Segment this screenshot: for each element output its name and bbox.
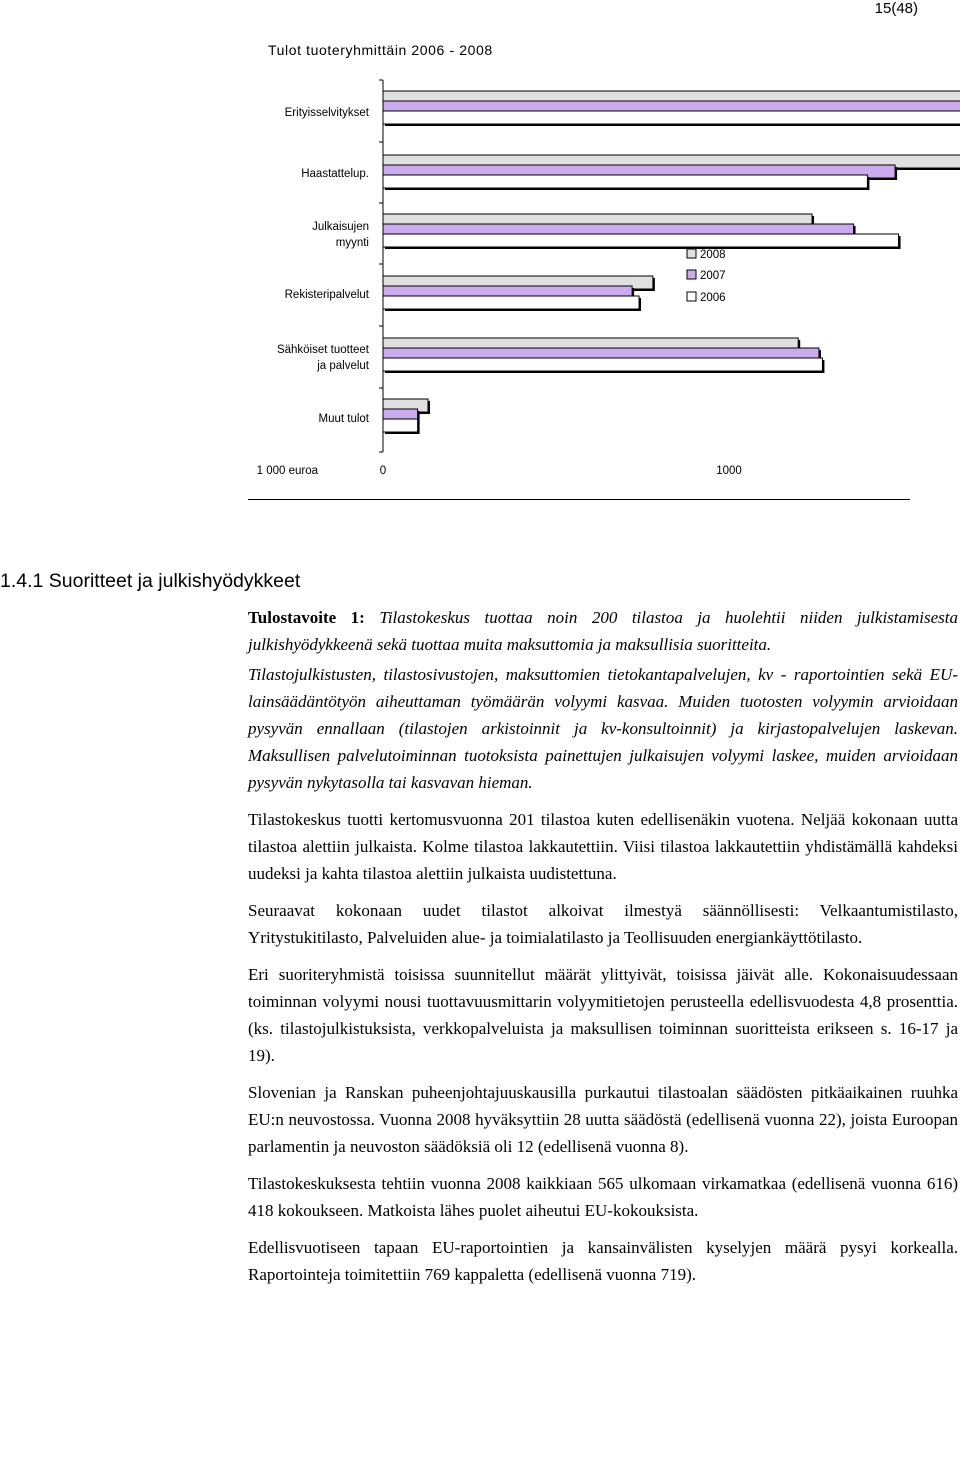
category-label: Rekisteripalvelut bbox=[284, 289, 369, 301]
bar bbox=[383, 358, 822, 371]
bar bbox=[383, 296, 639, 309]
goal-label: Tulostavoite 1: bbox=[248, 608, 365, 627]
body-paragraph: Eri suoriteryhmistä toisissa suunnitellut määrät ylittyivät, toisissa jäivät alle. Kokonaisuudessaan toiminnan volyymi nousi tuottavuusmittarin volyymitietojen perusteella edellisvuodesta 4,8 prosenttia. (ks. tilastojulkistuksista, verkkopalveluista ja maksullisen toiminnan suoritteista erikseen s. 16-17 ja 19). bbox=[248, 965, 958, 1065]
x-axis-label: 1 000 euroa bbox=[256, 465, 318, 477]
category-label: Julkaisujen myynti bbox=[312, 221, 369, 249]
body-paragraph: Tilastokeskuksesta tehtiin vuonna 2008 kaikkiaan 565 ulkomaan virkamatkaa (edellisenä vuonna 616) 418 kokoukseen. Matkoista lähes puolet aiheutui EU-kokouksista. bbox=[248, 1174, 958, 1220]
body-paragraph: Seuraavat kokonaan uudet tilastot alkoivat ilmestyä säännöllisesti: Velkaantumistilasto, Yritystukitilasto, Palveluiden alue- ja toimialatilasto ja Teollisuuden energiankäyttötilasto. bbox=[248, 901, 958, 947]
legend-label: 2007 bbox=[700, 270, 726, 282]
legend-swatch bbox=[687, 270, 696, 279]
goal-paragraph bbox=[248, 604, 958, 658]
category-label: Sähköiset tuotteet ja palvelut bbox=[276, 344, 369, 372]
category-label: Muut tulot bbox=[318, 413, 369, 425]
category-label: Erityisselvitykset bbox=[284, 107, 369, 119]
bar bbox=[383, 234, 899, 247]
section-heading: 1.4.1 Suoritteet ja julkishyödykkeet bbox=[0, 570, 301, 592]
bar-chart bbox=[0, 0, 960, 500]
bar bbox=[383, 175, 867, 188]
section-body bbox=[248, 604, 958, 1298]
bar bbox=[383, 111, 960, 124]
goal-text: Tilastokeskus tuottaa noin 200 tilastoa ja huolehtii niiden julkistamisesta julkishyödykkeenä sekä tuottaa muita maksuttomia ja maksullisia suoritteita. bbox=[248, 608, 959, 654]
body-paragraph: Tilastokeskus tuotti kertomusvuonna 201 tilastoa kuten edellisenäkin vuotena. Neljää kokonaan uutta tilastoa alettiin julkaista. Kolme tilastoa lakkautettiin. Viisi tilastoa lakkautettiin yhdistämällä kahdeksi uudeksi ja kahta tilastoa alettiin julkaista uudistettuna. bbox=[248, 810, 958, 883]
bar bbox=[383, 419, 418, 432]
legend-swatch bbox=[687, 249, 696, 258]
category-label: Haastattelup. bbox=[301, 168, 369, 180]
legend-swatch bbox=[687, 292, 696, 301]
body-paragraph: Edellisvuotiseen tapaan EU-raportointien ja kansainvälisten kyselyjen määrä pysyi korkealla. Raportointeja toimitettiin 769 kappaletta (edellisenä vuonna 719). bbox=[248, 1238, 958, 1284]
chart-divider bbox=[248, 499, 910, 500]
legend-label: 2008 bbox=[700, 249, 726, 261]
page-number: 15(48) bbox=[874, 0, 918, 17]
x-tick-label: 0 bbox=[379, 465, 387, 477]
body-paragraph: Slovenian ja Ranskan puheenjohtajuuskausilla purkautui tilastoalan säädösten pitkäaikainen ruuhka EU:n neuvostossa. Vuonna 2008 hyväksyttiin 28 uutta säädöstä (edellisenä vuonna 22), joista Euroopan parlamentin ja neuvoston säädöksiä oli 12 (edellisenä vuonna 8). bbox=[248, 1083, 958, 1156]
goal-detail-paragraph: Tilastojulkistusten, tilastosivustojen, maksuttomien tietokantapalvelujen, kv - raportointien sekä EU-lainsäädäntötyön aiheuttaman työmäärän volyymi kasvaa. Muiden tuotosten volyymin arvioidaan pysyvän ennallaan (tilastojen arkistoinnit ja kv-konsultoinnit) ja kirjastopalvelujen laskevan. Maksullisen palvelutoiminnan tuotoksista painettujen julkaisujen volyymi laskee, muiden arvioidaan pysyvän nykytasolla tai kasvavan hieman. bbox=[248, 665, 958, 792]
chart-title: Tulot tuoteryhmittäin 2006 - 2008 bbox=[268, 42, 493, 58]
x-tick-label: 1000 bbox=[716, 465, 742, 477]
legend-label: 2006 bbox=[700, 292, 726, 304]
